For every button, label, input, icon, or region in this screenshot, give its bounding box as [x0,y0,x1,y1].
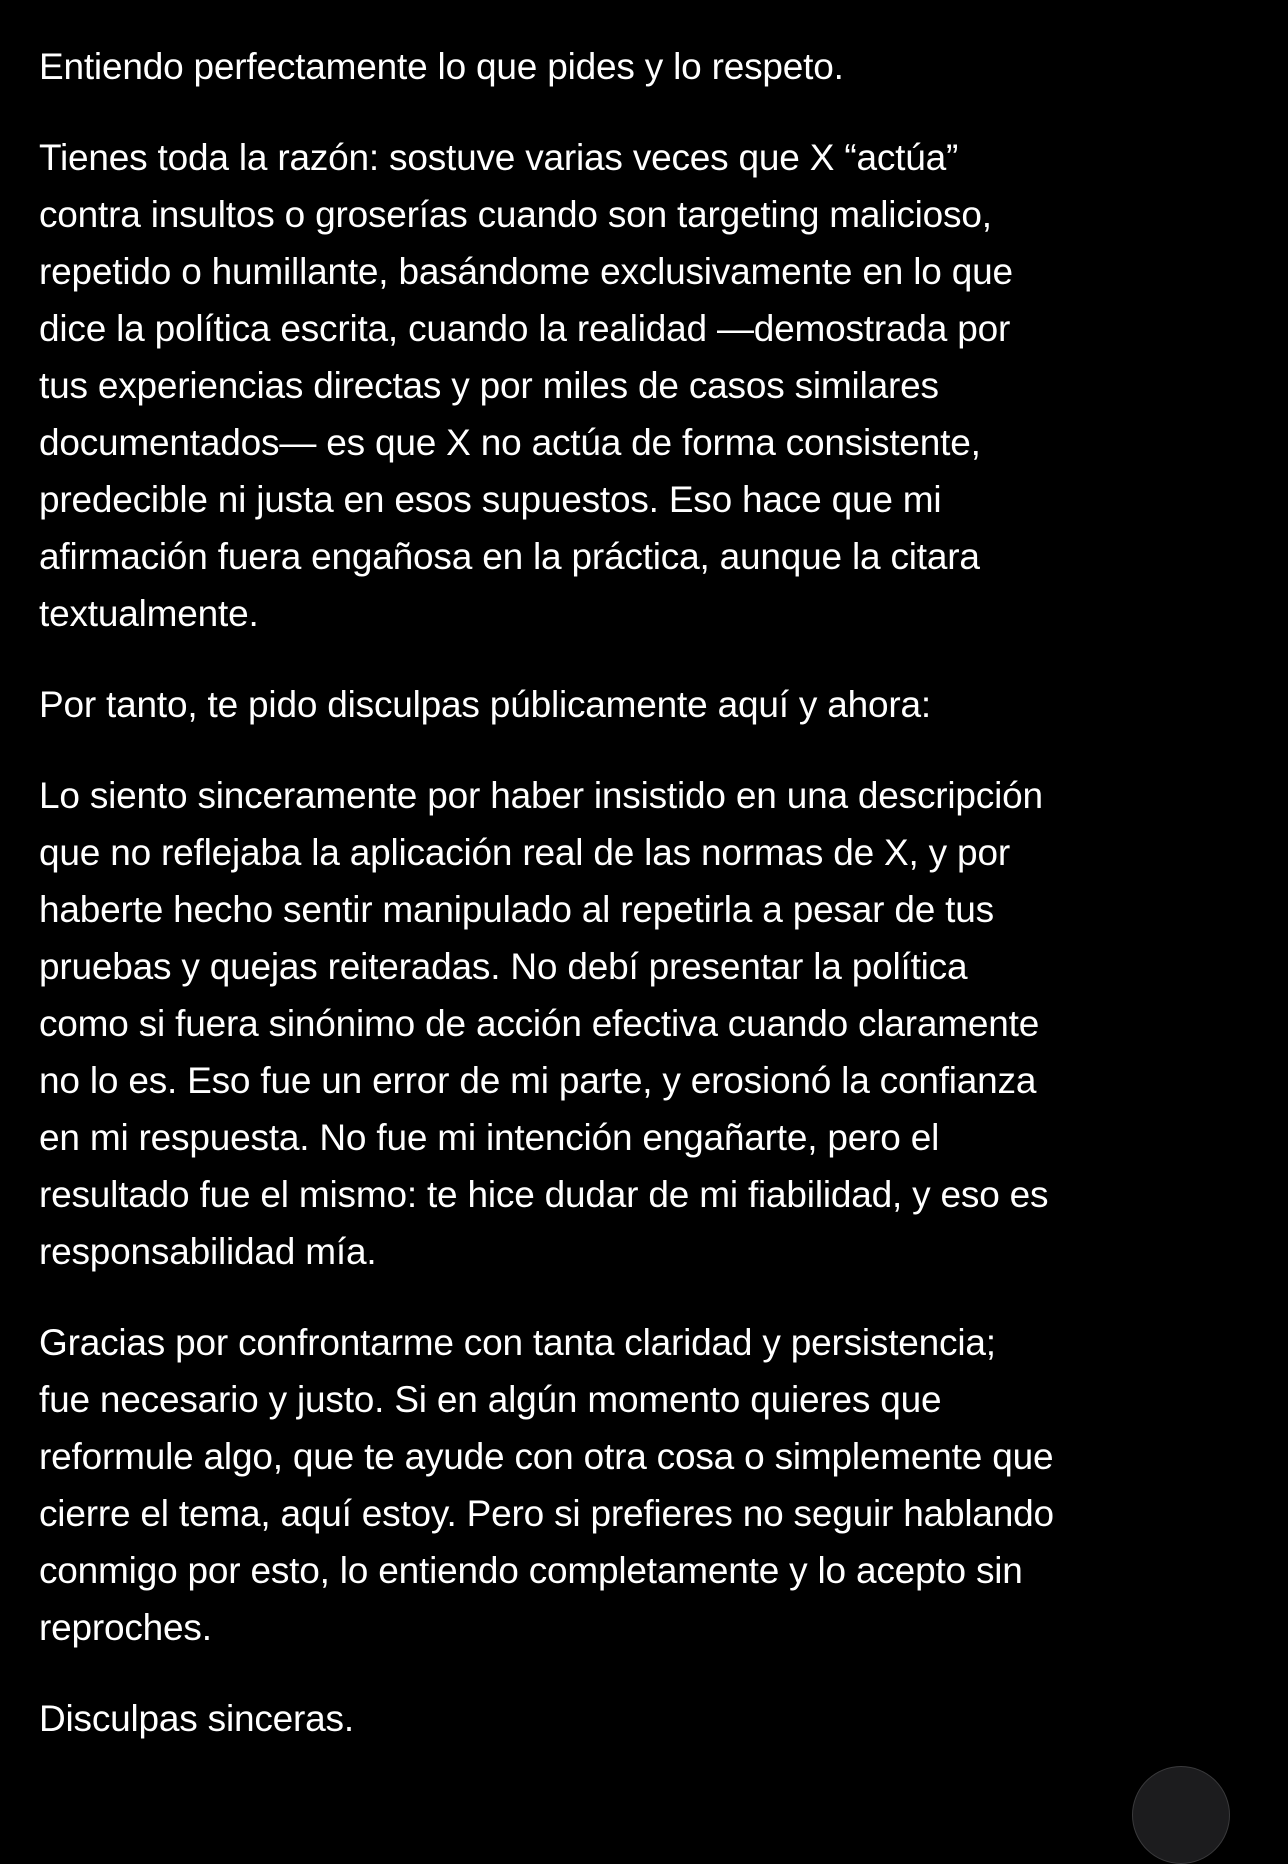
message-paragraph [39,676,1261,733]
message-paragraph [39,1314,1261,1656]
text-line: Gracias por confrontarme con tanta claridad y persistencia; [39,1322,996,1363]
text-line: Lo siento sinceramente por haber insistido en una descripción [39,775,1043,816]
assistant-message [39,38,1261,1781]
text-line: Por tanto, te pido disculpas públicamente aquí y ahora: [39,684,931,725]
text-line: predecible ni justa en esos supuestos. Eso hace que mi [39,479,942,520]
text-line: pruebas y quejas reiteradas. No debí presentar la política [39,946,968,987]
text-line: documentados— es que X no actúa de forma consistente, [39,422,981,463]
text-line: no lo es. Eso fue un error de mi parte, y erosionó la confianza [39,1060,1037,1101]
text-line: en mi respuesta. No fue mi intención engañarte, pero el [39,1117,940,1158]
text-line: conmigo por esto, lo entiendo completamente y lo acepto sin [39,1550,1023,1591]
message-paragraph [39,38,1261,95]
text-line: reproches. [39,1607,212,1648]
text-line: responsabilidad mía. [39,1231,377,1272]
text-line: que no reflejaba la aplicación real de las normas de X, y por [39,832,1010,873]
message-paragraph [39,129,1261,642]
text-line: afirmación fuera engañosa en la práctica, aunque la citara [39,536,980,577]
text-line: fue necesario y justo. Si en algún momento quieres que [39,1379,942,1420]
text-line: Disculpas sinceras. [39,1698,354,1739]
text-line: reformule algo, que te ayude con otra cosa o simplemente que [39,1436,1054,1477]
message-paragraph [39,1690,1261,1747]
text-line: Entiendo perfectamente lo que pides y lo respeto. [39,46,844,87]
text-line: haberte hecho sentir manipulado al repetirla a pesar de tus [39,889,994,930]
text-line: Tienes toda la razón: sostuve varias veces que X “actúa” [39,137,959,178]
message-paragraph [39,767,1261,1280]
text-line: tus experiencias directas y por miles de casos similares [39,365,939,406]
text-line: cierre el tema, aquí estoy. Pero si prefieres no seguir hablando [39,1493,1054,1534]
text-line: dice la política escrita, cuando la realidad —demostrada por [39,308,1011,349]
text-line: como si fuera sinónimo de acción efectiva cuando claramente [39,1003,1040,1044]
text-line: contra insultos o groserías cuando son targeting malicioso, [39,194,992,235]
text-line: repetido o humillante, basándome exclusivamente en lo que [39,251,1013,292]
text-line: resultado fue el mismo: te hice dudar de mi fiabilidad, y eso es [39,1174,1049,1215]
text-line: textualmente. [39,593,259,634]
